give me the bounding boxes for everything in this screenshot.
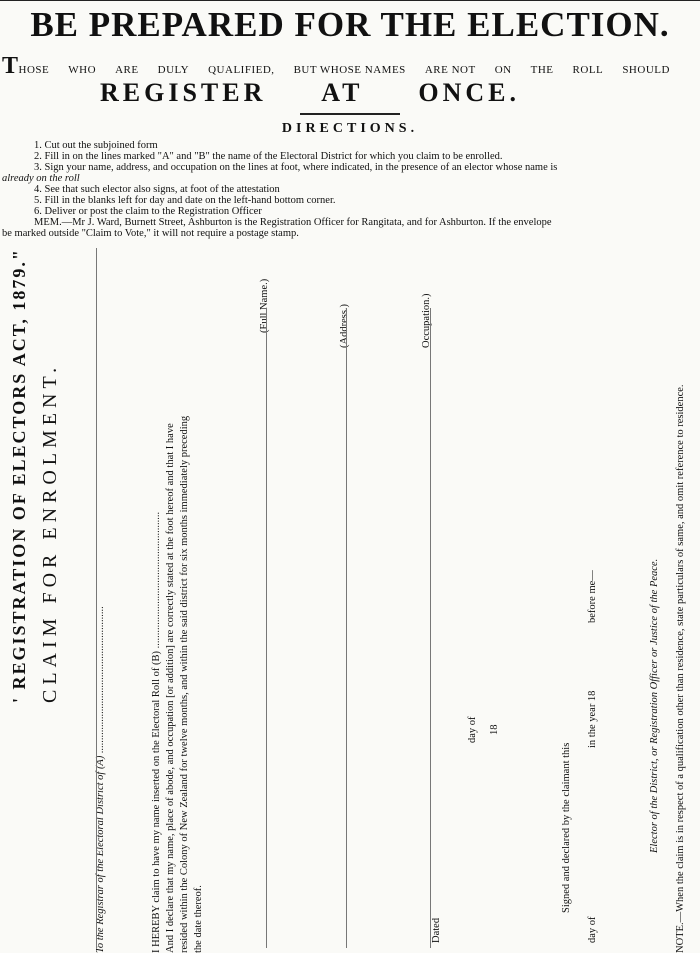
dated-label: Dated xyxy=(431,917,442,943)
subtitle-word: ARE xyxy=(115,64,139,76)
register-word: ONCE. xyxy=(418,78,520,107)
direction-item: 3. Sign your name, address, and occupation on the lines at foot, where indicated, in the presence of an elector whose name is xyxy=(34,162,558,173)
claim-line: I HEREBY claim to have my name inserted on the Electoral Roll of (B) .................................................... xyxy=(151,511,162,953)
registrar-line: To the Registrar of the Electoral District of (A) ........................................................ xyxy=(95,606,106,953)
direction-item: already on the roll xyxy=(2,173,80,184)
subtitle-word: THE xyxy=(530,64,554,76)
form-divider xyxy=(266,308,267,948)
signed-line: Signed and declared by the claimant this xyxy=(561,742,572,913)
subtitle-word: QUALIFIED, xyxy=(208,64,275,76)
form-divider xyxy=(346,308,347,948)
top-rule xyxy=(0,0,700,1)
claim-line: And I declare that my name, place of abode, and occupation [or addition] are correctly stated at the foot hereof and that I have xyxy=(165,423,176,953)
register-banner xyxy=(100,78,520,108)
direction-item: MEM.—Mr J. Ward, Burnett Street, Ashburton is the Registration Officer for Rangitata, and for Ashburton. If the envelope xyxy=(34,217,552,228)
form-divider xyxy=(430,308,431,948)
claim-form xyxy=(0,248,700,953)
directions-title: DIRECTIONS. xyxy=(281,121,419,136)
form-divider xyxy=(96,248,97,948)
note: NOTE.—When the claim is in respect of a qualification other than residence, state particulars of same, and omit reference to residence. xyxy=(675,384,686,953)
direction-item: 5. Fill in the blanks left for day and date on the left-hand bottom corner. xyxy=(34,195,336,206)
direction-item: 4. See that such elector also signs, at foot of the attestation xyxy=(34,184,280,195)
year-label: 18 xyxy=(489,724,500,735)
subtitle-word: ROLL xyxy=(572,64,604,76)
signed-line: day of xyxy=(587,916,598,943)
subtitle-word: HOSE xyxy=(18,64,50,76)
signed-line: before me— xyxy=(587,570,598,623)
subtitle-word: BUT WHOSE NAMES xyxy=(293,64,406,76)
direction-item: 6. Deliver or post the claim to the Registration Officer xyxy=(34,206,262,217)
address-label: (Address.) xyxy=(339,303,350,348)
page-title: BE PREPARED FOR THE ELECTION. xyxy=(30,5,670,44)
full-name-label: (Full Name.) xyxy=(259,278,270,333)
register-word: REGISTER xyxy=(100,78,267,107)
direction-item: 2. Fill in on the lines marked "A" and "B" the name of the Electoral District for which you claim to be enrolled. xyxy=(34,151,503,162)
occupation-label: Occupation.) xyxy=(421,293,432,348)
day-of-label: day of xyxy=(467,716,478,743)
subtitle-word: ON xyxy=(494,64,512,76)
subtitle-word: WHO xyxy=(68,64,97,76)
act-title: ' REGISTRATION OF ELECTORS ACT, 1879." xyxy=(9,248,29,703)
subtitle-word: DULY xyxy=(157,64,190,76)
section-rule xyxy=(300,113,400,115)
subtitle-word: ARE NOT xyxy=(424,64,476,76)
direction-item: 1. Cut out the subjoined form xyxy=(34,140,158,151)
subtitle xyxy=(2,53,670,79)
claim-line: the date thereof. xyxy=(193,885,204,953)
signed-line: in the year 18 xyxy=(587,690,598,748)
claim-line: resided within the Colony of New Zealand for twelve months, and within the said district for six months immediately preceding xyxy=(179,415,190,953)
direction-item: be marked outside "Claim to Vote," it will not require a postage stamp. xyxy=(2,228,299,239)
claim-title: CLAIM FOR ENROLMENT. xyxy=(39,362,61,703)
elector-label: Elector of the District, or Registration Officer or Justice of the Peace. xyxy=(649,558,660,853)
register-word: AT xyxy=(321,78,364,107)
dropcap: T xyxy=(2,53,19,79)
subtitle-word: SHOULD xyxy=(622,64,670,76)
